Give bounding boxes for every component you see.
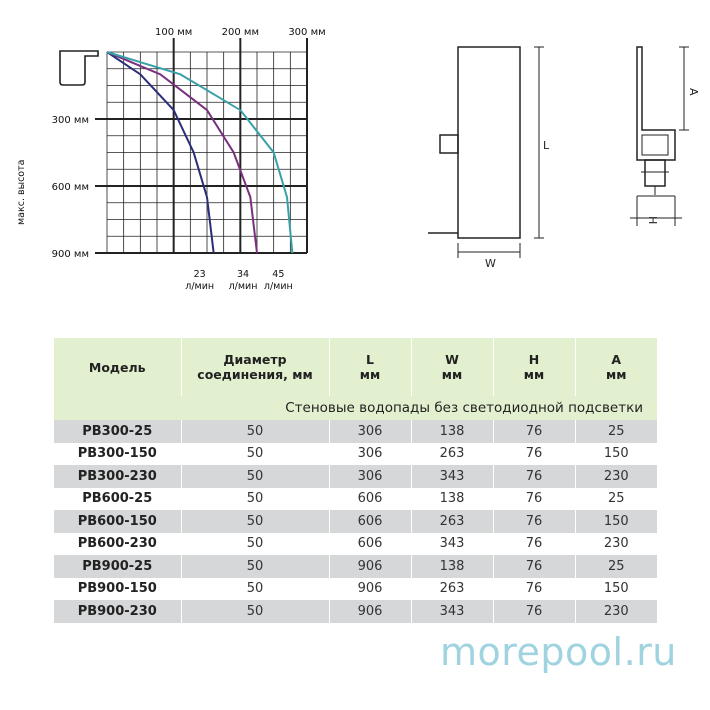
table-cell: 606	[329, 488, 411, 511]
table-cell: 138	[411, 420, 493, 443]
table-row	[54, 420, 657, 443]
header-line-2: соединения, мм	[197, 367, 313, 382]
series-flow-label: 23	[193, 269, 206, 280]
spec-table	[54, 338, 657, 623]
dim-label-W: W	[485, 257, 496, 270]
x-tick-label: 100 мм	[154, 27, 193, 38]
table-cell: 50	[181, 533, 329, 556]
group-title: Стеновые водопады без светодиодной подсветки	[54, 396, 657, 420]
dim-label-L: L	[543, 139, 550, 152]
table-cell: 906	[329, 578, 411, 601]
table-cell: 138	[411, 488, 493, 511]
header-line-1: L	[366, 352, 374, 367]
table-cell: 906	[329, 555, 411, 578]
table-row	[54, 533, 657, 556]
table-cell: 230	[575, 533, 657, 556]
header-line-1: H	[528, 352, 540, 367]
y-tick-label: 900 мм	[51, 249, 89, 260]
table-cell: 906	[329, 600, 411, 623]
front-view-diagram	[428, 47, 544, 258]
table-header-cell	[329, 338, 411, 396]
table-cell: 50	[181, 600, 329, 623]
header-line-2: мм	[441, 367, 463, 382]
header-line-2: мм	[606, 367, 627, 382]
table-cell: 76	[493, 600, 575, 623]
header-line-1: Диаметр	[223, 352, 287, 367]
header-line-2: мм	[523, 367, 545, 382]
y-tick-label: 300 мм	[51, 115, 89, 126]
table-cell: 76	[493, 420, 575, 443]
table-cell: 76	[493, 465, 575, 488]
table-cell: 50	[181, 510, 329, 533]
series-flow-label: 34	[236, 269, 250, 280]
table-cell: 50	[181, 465, 329, 488]
table-header-cell	[575, 338, 657, 396]
table-row	[54, 465, 657, 488]
table-row	[54, 600, 657, 623]
table-header-row	[54, 338, 657, 396]
model-cell: PB900-230	[54, 600, 181, 623]
model-cell: PB600-230	[54, 533, 181, 556]
table-cell: 306	[329, 443, 411, 466]
table-cell: 50	[181, 488, 329, 511]
model-cell: PB300-25	[54, 420, 181, 443]
table-cell: 76	[493, 443, 575, 466]
table-cell: 263	[411, 578, 493, 601]
table-group-row	[54, 396, 657, 420]
x-tick-label: 300 мм	[288, 27, 326, 38]
table-cell: 25	[575, 488, 657, 511]
model-cell: PB600-25	[54, 488, 181, 511]
dim-label-A: A	[687, 88, 700, 96]
table-cell: 150	[575, 510, 657, 533]
header-line-2: мм	[359, 367, 381, 382]
table-cell: 343	[411, 533, 493, 556]
table-cell: 306	[329, 465, 411, 488]
table-row	[54, 555, 657, 578]
table-cell: 50	[181, 420, 329, 443]
table-cell: 263	[411, 443, 493, 466]
header-line-1: W	[445, 352, 459, 367]
table-row	[54, 578, 657, 601]
table-cell: 606	[329, 510, 411, 533]
table-header-cell	[54, 338, 181, 396]
model-cell: PB300-150	[54, 443, 181, 466]
dimension-diagrams	[0, 0, 710, 300]
header-line-1: Модель	[88, 359, 146, 375]
table-cell: 138	[411, 555, 493, 578]
series-unit-label: л/мин	[185, 281, 215, 292]
table-cell: 606	[329, 533, 411, 556]
table-cell: 230	[575, 600, 657, 623]
series-unit-label: л/мин	[228, 281, 258, 292]
table-cell: 76	[493, 533, 575, 556]
series-unit-label: л/мин	[263, 281, 293, 292]
y-tick-label: 600 мм	[51, 182, 89, 193]
table-cell: 50	[181, 555, 329, 578]
table-header-cell	[411, 338, 493, 396]
table-cell: 343	[411, 600, 493, 623]
table-cell: 50	[181, 578, 329, 601]
x-tick-label: 200 мм	[221, 27, 260, 38]
table-header-cell	[181, 338, 329, 396]
model-cell: PB600-150	[54, 510, 181, 533]
table-cell: 76	[493, 555, 575, 578]
series-flow-label: 45	[272, 269, 285, 280]
table-row	[54, 510, 657, 533]
side-view-diagram	[630, 47, 689, 226]
table-cell: 76	[493, 578, 575, 601]
y-axis-label: макс. высота	[16, 159, 27, 225]
table-cell: 230	[575, 465, 657, 488]
table-cell: 76	[493, 510, 575, 533]
table-cell: 150	[575, 578, 657, 601]
table-cell: 76	[493, 488, 575, 511]
dim-label-H: H	[646, 216, 659, 225]
table-row	[54, 443, 657, 466]
table-cell: 50	[181, 443, 329, 466]
table-cell: 25	[575, 555, 657, 578]
table-cell: 25	[575, 420, 657, 443]
header-line-1: A	[611, 352, 622, 367]
table-row	[54, 488, 657, 511]
watermark: morepool.ru	[440, 630, 677, 674]
table-header-cell	[493, 338, 575, 396]
model-cell: PB300-230	[54, 465, 181, 488]
model-cell: PB900-25	[54, 555, 181, 578]
model-cell: PB900-150	[54, 578, 181, 601]
table-cell: 150	[575, 443, 657, 466]
table-cell: 306	[329, 420, 411, 443]
table-cell: 263	[411, 510, 493, 533]
table-cell: 343	[411, 465, 493, 488]
